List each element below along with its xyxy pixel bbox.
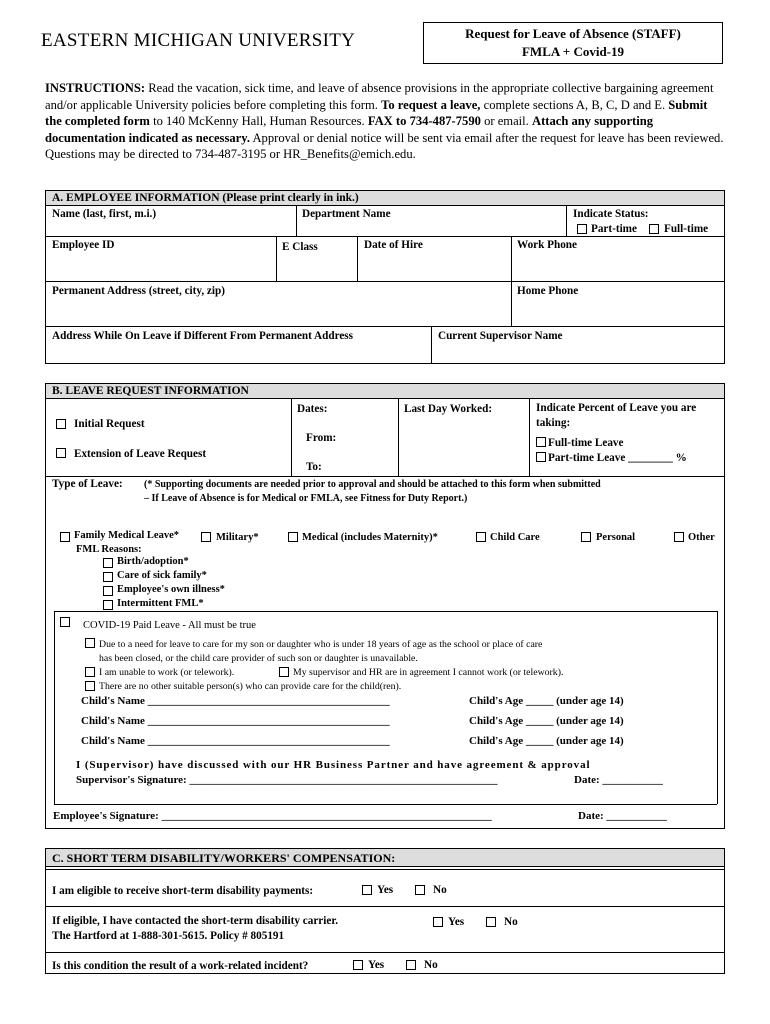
part-time-label: Part-time	[591, 223, 637, 235]
child-care-checkbox[interactable]	[476, 532, 486, 542]
child-name-field[interactable]: Child's Name ____________________________________________	[81, 735, 390, 747]
covid-checkbox[interactable]	[60, 617, 70, 627]
supervisor-label: Current Supervisor Name	[438, 330, 563, 342]
percent-label-1: Indicate Percent of Leave you are	[536, 402, 697, 414]
full-time-leave-label: Full-time Leave	[548, 437, 624, 449]
yes-label: Yes	[448, 916, 465, 928]
row-divider	[46, 869, 724, 870]
std-eligible-no-checkbox[interactable]	[415, 885, 425, 895]
note-line-2: – If Leave of Absence is for Medical or FMLA, see Fitness for Duty Report.)	[144, 493, 468, 504]
employee-id-label: Employee ID	[52, 239, 115, 251]
col-divider	[276, 236, 277, 281]
university-logo: EASTERN MICHIGAN UNIVERSITY	[41, 30, 356, 51]
section-b	[45, 383, 725, 829]
reason-checkbox[interactable]	[103, 558, 113, 568]
reason-own-illness: Employee's own illness*	[117, 584, 225, 595]
part-time-leave-checkbox[interactable]	[536, 452, 546, 462]
supervisor-signature-field[interactable]: Supervisor's Signature: ________________________________________________________	[76, 774, 498, 786]
extension-label: Extension of Leave Request	[74, 448, 207, 460]
personal-label: Personal	[596, 532, 636, 543]
address-on-leave-label: Address While On Leave if Different From Permanent Address	[52, 330, 354, 342]
work-related-yes-checkbox[interactable]	[353, 960, 363, 970]
instr-text-1: Read the vacation, sick time, and leave of absence provisions in the appropriate collective bargaining agreement and/or applicable University policies before completing this form.	[45, 81, 714, 112]
section-c-title: C. SHORT TERM DISABILITY/WORKERS' COMPENSATION:	[46, 849, 724, 867]
row-divider	[46, 476, 724, 477]
col-divider	[529, 399, 530, 476]
col-divider	[566, 206, 567, 236]
medical-checkbox[interactable]	[288, 532, 298, 542]
part-time-checkbox[interactable]	[577, 224, 587, 234]
department-label: Department Name	[302, 208, 391, 220]
last-day-worked-label: Last Day Worked:	[404, 403, 493, 415]
reason-sick-family: Care of sick family*	[117, 570, 207, 581]
no-label: No	[504, 916, 518, 928]
dates-label: Dates:	[297, 403, 328, 415]
instr-text-5: Approval or denial notice will be sent via email after the request for leave has been reviewed.	[250, 130, 724, 145]
initial-request-checkbox[interactable]	[56, 419, 66, 429]
status-label: Indicate Status:	[573, 208, 649, 220]
reason-checkbox[interactable]	[103, 572, 113, 582]
instr-bold-2: Submit the completed form	[45, 97, 708, 129]
instr-bold-3: FAX to 734-487-7590	[367, 114, 481, 129]
e-class-label: E Class	[282, 241, 318, 253]
military-label: Military*	[216, 532, 259, 543]
covid-condition-1-line1: Due to a need for leave to care for my son or daughter who is under 18 years of age as the school or place of care	[99, 639, 543, 650]
employee-date-field[interactable]: Date: ___________	[578, 810, 667, 822]
row-divider	[46, 952, 724, 953]
full-time-leave-checkbox[interactable]	[536, 437, 546, 447]
section-c	[45, 848, 725, 974]
questions-line: Questions may be directed to 734-487-3195 or HR_Benefits@emich.edu.	[45, 147, 416, 162]
instr-text-3: to 140 McKenny Hall, Human Resources.	[149, 114, 368, 129]
percent-label-2: taking:	[536, 417, 571, 429]
covid-condition-4: There are no other suitable person(s) who can provide care for the child(ren).	[99, 681, 402, 692]
from-label: From:	[306, 432, 337, 444]
note-line-1: (* Supporting documents are needed prior to approval and should be attached to this form when submitted	[144, 479, 601, 490]
fml-reasons-label: FML Reasons:	[76, 544, 142, 555]
row-divider	[46, 281, 724, 282]
std-eligible-question: I am eligible to receive short-term disability payments:	[52, 885, 314, 897]
col-divider	[357, 236, 358, 281]
form-title-box	[423, 22, 723, 64]
supervisor-statement: I (Supervisor) have discussed with our HR Business Partner and have agreement & approval	[76, 759, 591, 771]
covid-condition-1-line2: has been closed, or the child care provider of such son or daughter is unavailable.	[99, 653, 418, 664]
col-divider	[398, 399, 399, 476]
other-checkbox[interactable]	[674, 532, 684, 542]
yes-label: Yes	[377, 884, 394, 896]
covid-divider-top	[54, 611, 717, 612]
name-label: Name (last, first, m.i.)	[52, 208, 157, 220]
initial-request-label: Initial Request	[74, 418, 145, 430]
permanent-address-label: Permanent Address (street, city, zip)	[52, 285, 225, 297]
instr-text-4: or email.	[480, 114, 532, 129]
section-a	[45, 190, 725, 364]
carrier-yes-checkbox[interactable]	[433, 917, 443, 927]
section-a-title: A. EMPLOYEE INFORMATION (Please print clearly in ink.)	[46, 191, 724, 206]
form-title: Request for Leave of Absence (STAFF)	[465, 26, 681, 41]
to-label: To:	[306, 461, 322, 473]
form-subtitle: FMLA + Covid-19	[521, 44, 625, 59]
reason-birth: Birth/adoption*	[117, 556, 189, 567]
date-of-hire-label: Date of Hire	[364, 239, 423, 251]
work-related-question: Is this condition the result of a work-related incident?	[52, 960, 309, 972]
reason-checkbox[interactable]	[103, 600, 113, 610]
reason-intermittent: Intermittent FML*	[117, 598, 204, 609]
family-medical-checkbox[interactable]	[60, 532, 70, 542]
reason-checkbox[interactable]	[103, 586, 113, 596]
covid-condition-3: My supervisor and HR are in agreement I cannot work (or telework).	[293, 667, 564, 678]
child-age-field[interactable]: Child's Age _____ (under age 14)	[469, 715, 624, 727]
extension-checkbox[interactable]	[56, 448, 66, 458]
col-divider	[511, 236, 512, 326]
child-age-field[interactable]: Child's Age _____ (under age 14)	[469, 695, 624, 707]
yes-label: Yes	[368, 959, 385, 971]
section-b-title: B. LEAVE REQUEST INFORMATION	[46, 384, 724, 399]
part-time-leave-label: Part-time Leave ________ %	[548, 452, 687, 464]
carrier-contact-question: If eligible, I have contacted the short-term disability carrier.	[52, 915, 339, 927]
full-time-checkbox[interactable]	[649, 224, 659, 234]
no-label: No	[424, 959, 438, 971]
instructions	[45, 80, 725, 163]
col-divider	[296, 206, 297, 236]
family-medical-label: Family Medical Leave*	[74, 530, 179, 541]
row-divider	[46, 906, 724, 907]
std-eligible-yes-checkbox[interactable]	[362, 885, 372, 895]
medical-label: Medical (includes Maternity)*	[302, 532, 438, 543]
supervisor-date-field[interactable]: Date: ___________	[574, 774, 663, 786]
covid-divider-left	[54, 611, 55, 804]
instr-bold-1: To request a leave,	[381, 97, 481, 112]
covid-condition-2: I am unable to work (or telework).	[99, 667, 235, 678]
full-time-label: Full-time	[664, 223, 709, 235]
military-checkbox[interactable]	[201, 532, 211, 542]
covid-divider-right	[717, 611, 718, 804]
covid-divider-bottom	[54, 804, 717, 805]
work-phone-label: Work Phone	[517, 239, 577, 251]
covid-condition-2-checkbox[interactable]	[85, 667, 95, 677]
instr-bold-4: Attach any supporting documentation indicated as necessary.	[45, 114, 654, 145]
other-label: Other	[688, 532, 715, 543]
child-care-label: Child Care	[490, 532, 540, 543]
child-name-field[interactable]: Child's Name ____________________________________________	[81, 695, 390, 707]
carrier-no-checkbox[interactable]	[486, 917, 496, 927]
row-divider	[46, 236, 724, 237]
covid-title: COVID-19 Paid Leave - All must be true	[83, 620, 256, 631]
covid-condition-4-checkbox[interactable]	[85, 681, 95, 691]
child-age-field[interactable]: Child's Age _____ (under age 14)	[469, 735, 624, 747]
work-related-no-checkbox[interactable]	[406, 960, 416, 970]
instructions-label: INSTRUCTIONS:	[45, 81, 146, 95]
row-divider	[46, 326, 724, 327]
col-divider	[431, 326, 432, 364]
col-divider	[291, 399, 292, 476]
personal-checkbox[interactable]	[581, 532, 591, 542]
employee-signature-field[interactable]: Employee's Signature: ____________________________________________________________	[53, 810, 492, 822]
home-phone-label: Home Phone	[517, 285, 579, 297]
covid-condition-3-checkbox[interactable]	[279, 667, 289, 677]
no-label: No	[433, 884, 447, 896]
type-of-leave-label: Type of Leave:	[52, 478, 123, 490]
instr-text-2: complete sections A, B, C, D and E.	[480, 97, 669, 112]
covid-condition-1-checkbox[interactable]	[85, 638, 95, 648]
carrier-info: The Hartford at 1-888-301-5615. Policy # 805191	[52, 930, 285, 942]
child-name-field[interactable]: Child's Name ____________________________________________	[81, 715, 390, 727]
